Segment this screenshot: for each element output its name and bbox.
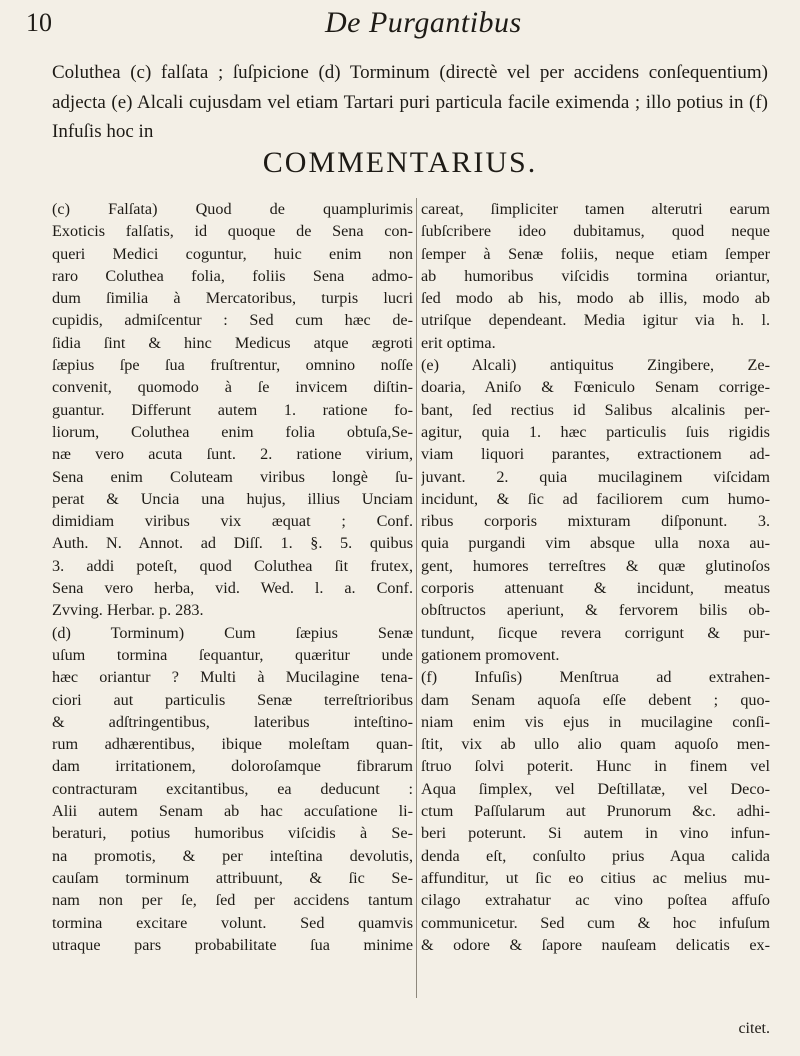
text-line: na promotis, & per inteſtina devolutis, <box>52 846 413 865</box>
text-line: Sena vero herba, vid. Wed. l. a. Conf. <box>52 579 413 598</box>
text-line: dam irritationem, doloroſamque fibrarum <box>52 757 413 776</box>
text-line: Zvving. Herbar. p. 283. <box>52 601 204 620</box>
text-line: næ vero acuta ſunt. 2. ratione virium, <box>52 445 413 464</box>
text-line: utriſque dependeant. Media igitur via h. l. <box>421 311 770 330</box>
text-line: tundunt, ſicque revera corrigunt & pur- <box>421 623 770 642</box>
text-line: incidunt, & ſic ad faciliorem cum humo- <box>421 489 770 508</box>
text-line: denda eſt, conſulto prius Aqua calida <box>421 846 770 865</box>
text-line: erit optima. <box>421 333 496 352</box>
text-line: cupidis, admiſcentur : Sed cum hæc de- <box>52 311 413 330</box>
text-line: juvant. 2. quia mucilaginem viſcidam <box>421 467 770 486</box>
text-line: uſum tormina ſequantur, quæritur unde <box>52 645 413 664</box>
text-line: dimidiam viribus vix æquat ; Conf. <box>52 512 413 531</box>
page-header <box>0 2 800 52</box>
text-line: ſubſcribere ideo dubitamus, quod neque <box>421 222 770 241</box>
text-line: beri poterunt. Si autem in vino infun- <box>421 824 770 843</box>
text-line: Auth. N. Annot. ad Diſſ. 1. §. 5. quibus <box>52 534 413 553</box>
text-line: dum ſimilia à Mercatoribus, turpis lucri <box>52 289 413 308</box>
section-title: COMMENTARIUS. <box>262 146 538 179</box>
text-line: viam liquori parantes, extractionem ad- <box>421 445 770 464</box>
text-line: Aqua ſimplex, vel Deſtillatæ, vel Deco- <box>421 779 770 798</box>
text-line: dam Senam aquoſa eſſe debent ; quo- <box>421 690 770 709</box>
text-line: communicetur. Sed cum & hoc infuſum <box>421 913 770 932</box>
text-line: ſemper à Senæ foliis, neque etiam ſemper <box>421 244 770 263</box>
text-line: cauſam torminum attribuunt, & ſic Se- <box>52 868 413 887</box>
text-line: tormina excitare volunt. Sed quamvis <box>52 913 413 932</box>
text-line: ſidia ſint & hinc Medicus atque ægroti <box>52 333 413 352</box>
text-line: affunditur, ut ſic eo citius ac melius mu- <box>421 868 770 887</box>
text-line: ſtruo ſolvi poterit. Hunc in finem vel <box>421 757 770 776</box>
text-line: gationem promovent. <box>421 645 560 664</box>
page-number: 10 <box>26 8 52 37</box>
catchword: citet. <box>738 1020 770 1037</box>
text-line: bant, ſed rectius id Salibus alcalinis per- <box>421 400 770 419</box>
text-line: ſæpius ſpe ſua fruſtrentur, omnino noſſe <box>52 356 413 375</box>
right-column <box>421 198 770 956</box>
text-line: Sena enim Coluteam viribus longè ſu- <box>52 467 413 486</box>
text-line: quia purgandi vim absque ulla noxa au- <box>421 534 770 553</box>
text-line: (d) Torminum) Cum ſæpius Senæ <box>52 623 413 642</box>
text-line: Exoticis falſatis, id quoque de Sena con- <box>52 222 413 241</box>
text-line: ctum Paſſularum aut Prunorum &c. adhi- <box>421 802 770 821</box>
text-line: (f) Infuſis) Menſtrua ad extrahen- <box>421 668 770 687</box>
running-title: De Purgantibus <box>325 6 522 39</box>
left-column <box>52 198 413 956</box>
text-line: ribus corporis mixturam diſponunt. 3. <box>421 512 770 531</box>
text-line: gent, humores terreſtres & quæ glutinoſos <box>421 556 770 575</box>
text-line: cilago extrahatur ac vino poſtea affuſo <box>421 891 770 910</box>
text-line: perat & Uncia una hujus, illius Unciam <box>52 489 413 508</box>
text-line: & adſtringentibus, lateribus inteſtino- <box>52 712 413 731</box>
text-line: nam non per ſe, ſed per accidens tantum <box>52 891 413 910</box>
column-divider <box>416 198 417 998</box>
text-line: obſtructos aperiunt, & fervorem bilis ob- <box>421 601 770 620</box>
text-line: corporis attenuant & incidunt, meatus <box>421 579 770 598</box>
text-line: queri Medici coguntur, huic enim non <box>52 244 413 263</box>
text-line: hæc oriantur ? Multi à Mucilagine tena- <box>52 668 413 687</box>
text-line: contracturam excitantibus, ea deducunt : <box>52 779 413 798</box>
text-line: agitur, quia 1. hæc particulis ſuis rigidis <box>421 422 770 441</box>
intro-text: Coluthea (c) falſata ; ſuſpicione (d) Torminum (directè vel per accidens conſequentium) adjecta (e) Alcali cujusdam vel etiam Tartari puri particula facile eximenda ; illo potius in (f) Infuſis hoc in <box>52 62 768 142</box>
text-line: & odore & ſapore nauſeam delicatis ex- <box>421 935 770 954</box>
text-line: liorum, Coluthea enim folia obtuſa,Se- <box>52 422 413 441</box>
text-line: careat, ſimpliciter tamen alterutri earum <box>421 200 770 218</box>
text-line: utraque pars probabilitate ſua minime <box>52 935 413 954</box>
text-line: niam enim vis ejus in mucilagine conſi- <box>421 712 770 731</box>
text-line: (e) Alcali) antiquitus Zingibere, Ze- <box>421 356 770 375</box>
text-line: ſtit, vix ab ullo alio quam aquoſo men- <box>421 735 770 754</box>
text-line: guantur. Differunt autem 1. ratione fo- <box>52 400 413 419</box>
text-line: 3. addi poteſt, quod Coluthea ſit frutex, <box>52 556 413 575</box>
text-line: raro Coluthea folia, foliis Sena admo- <box>52 266 413 285</box>
text-line: doaria, Aniſo & Fœniculo Senam corrige- <box>421 378 770 397</box>
text-line: ab humoribus viſcidis tormina oriantur, <box>421 266 770 285</box>
text-line: ciori aut particulis Senæ terreſtrioribus <box>52 690 413 709</box>
text-line: ſed modo ab his, modo ab illis, modo ab <box>421 289 770 308</box>
text-line: convenit, quomodo à ſe invicem diſtin- <box>52 378 413 397</box>
text-line: (c) Falſata) Quod de quamplurimis <box>52 200 413 218</box>
text-line: Alii autem Senam ab hac accuſatione li- <box>52 802 413 821</box>
intro-paragraph <box>52 58 768 147</box>
text-line: rum adhærentibus, ibique moleſtam quan- <box>52 735 413 754</box>
text-line: beraturi, potius humoribus viſcidis à Se- <box>52 824 413 843</box>
